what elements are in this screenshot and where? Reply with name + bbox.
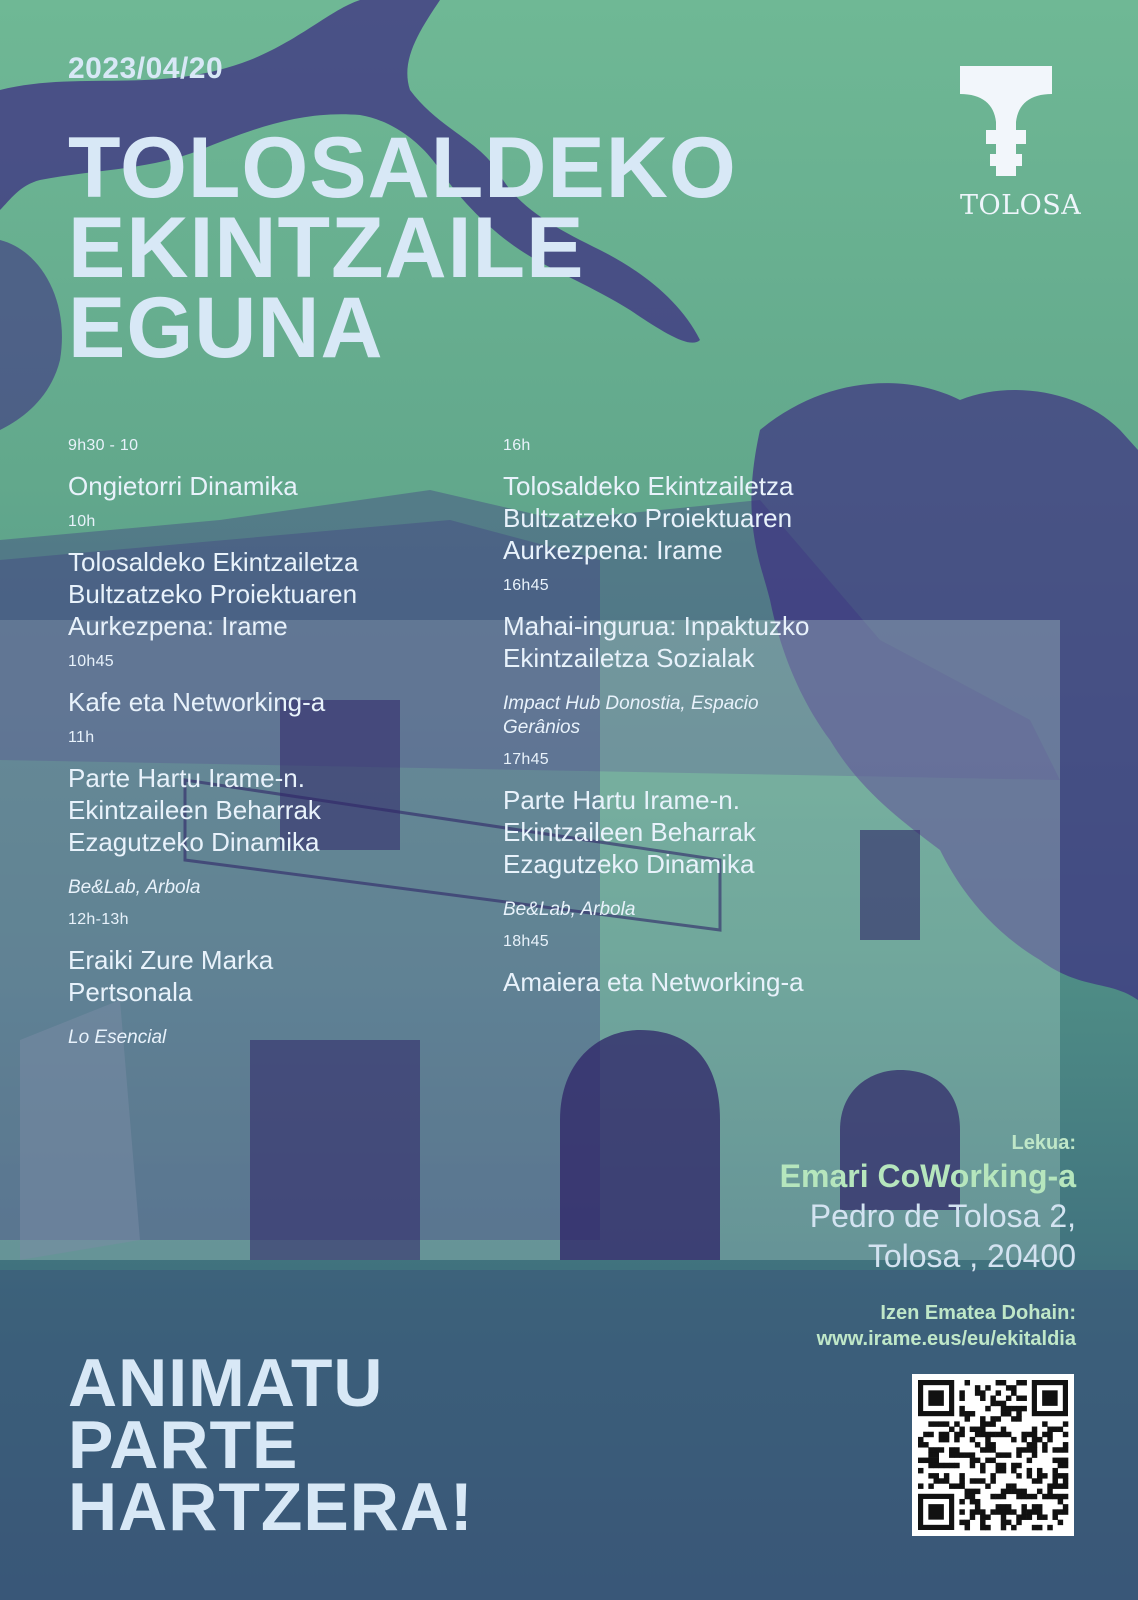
event-name: Amaiera eta Networking-a bbox=[503, 967, 804, 997]
time-label: 16h45 bbox=[503, 577, 549, 594]
event-venue: Lo Esencial bbox=[68, 1027, 167, 1048]
event-name: Kafe eta Networking-a bbox=[68, 687, 326, 717]
event-name-line: Pertsonala bbox=[68, 977, 193, 1007]
schedule-item bbox=[68, 910, 488, 1050]
time-label: 10h45 bbox=[68, 653, 114, 670]
event-name-line: Ekintzaileen Beharrak bbox=[503, 817, 756, 847]
logo-wordmark: TOLOSA bbox=[960, 190, 1082, 221]
schedule-afternoon bbox=[503, 436, 923, 1008]
event-name-line: Ekintzaileen Beharrak bbox=[68, 795, 321, 825]
schedule-item bbox=[503, 750, 923, 922]
event-name-line: Ekintzailetza Sozialak bbox=[503, 643, 755, 673]
schedule-item bbox=[503, 436, 923, 566]
event-name bbox=[503, 610, 923, 674]
event-venue: Be&Lab, Arbola bbox=[68, 877, 201, 898]
schedule-item bbox=[68, 728, 488, 900]
event-venue-line: Gerânios bbox=[503, 717, 581, 738]
event-name bbox=[68, 762, 488, 858]
event-title bbox=[68, 120, 737, 376]
event-name-line: Mahai-ingurua: Inpaktuzko bbox=[503, 611, 810, 641]
event-name-line: Parte Hartu Irame-n. bbox=[503, 785, 740, 815]
schedule-item bbox=[503, 932, 923, 998]
event-name-line: Eraiki Zure Marka bbox=[68, 945, 274, 975]
location-label: Lekua: bbox=[1011, 1132, 1076, 1154]
event-name-line: Bultzatzeko Proiektuaren bbox=[503, 503, 793, 533]
time-label: 10h bbox=[68, 513, 96, 530]
title-line: TOLOSALDEKO bbox=[68, 120, 737, 216]
location-address-line: Pedro de Tolosa 2, bbox=[809, 1198, 1076, 1234]
title-line: EGUNA bbox=[68, 280, 384, 376]
slogan-line: HARTZERA! bbox=[68, 1469, 474, 1545]
event-name-line: Aurkezpena: Irame bbox=[503, 535, 723, 565]
qr-code-icon bbox=[912, 1374, 1074, 1536]
time-label: 12h-13h bbox=[68, 911, 129, 928]
time-label: 16h bbox=[503, 437, 531, 454]
house-arch-left-shape bbox=[560, 1030, 720, 1260]
title-line: EKINTZAILE bbox=[68, 200, 585, 296]
event-name-line: Bultzatzeko Proiektuaren bbox=[68, 579, 358, 609]
slogan-line: PARTE bbox=[68, 1407, 299, 1483]
event-venue bbox=[503, 692, 923, 740]
event-venue-line: Impact Hub Donostia, Espacio bbox=[503, 693, 759, 714]
event-venue: Be&Lab, Arbola bbox=[503, 899, 636, 920]
slogan-line: ANIMATU bbox=[68, 1345, 384, 1421]
registration-label: Izen Ematea Dohain: bbox=[880, 1302, 1076, 1324]
event-date: 2023/04/20 bbox=[68, 52, 224, 85]
registration-url: www.irame.eus/eu/ekitaldia bbox=[816, 1328, 1076, 1350]
schedule-item bbox=[68, 652, 488, 718]
event-name bbox=[68, 546, 488, 642]
time-label: 11h bbox=[68, 729, 95, 746]
schedule-item bbox=[68, 512, 488, 642]
registration-qr-code bbox=[912, 1374, 1074, 1536]
schedule-item bbox=[503, 576, 923, 740]
location-address-line: Tolosa , 20400 bbox=[867, 1238, 1076, 1274]
slogan bbox=[68, 1345, 474, 1545]
time-label: 9h30 - 10 bbox=[68, 437, 139, 454]
schedule-morning bbox=[68, 436, 488, 1060]
event-name-line: Parte Hartu Irame-n. bbox=[68, 763, 305, 793]
tree-branch-shape-2 bbox=[0, 240, 62, 430]
event-name bbox=[503, 470, 923, 566]
event-name bbox=[503, 784, 923, 880]
event-name-line: Tolosaldeko Ekintzailetza bbox=[503, 471, 794, 501]
house-door-shape bbox=[250, 1040, 420, 1260]
registration-info bbox=[817, 1300, 1076, 1352]
event-name bbox=[68, 944, 488, 1008]
time-label: 17h45 bbox=[503, 751, 549, 768]
event-name-line: Ezagutzeko Dinamika bbox=[68, 827, 320, 857]
event-location bbox=[780, 1130, 1076, 1276]
event-name-line: Ezagutzeko Dinamika bbox=[503, 849, 755, 879]
event-name-line: Tolosaldeko Ekintzailetza bbox=[68, 547, 359, 577]
event-name: Ongietorri Dinamika bbox=[68, 471, 298, 501]
location-name: Emari CoWorking-a bbox=[779, 1158, 1076, 1194]
time-label: 18h45 bbox=[503, 933, 549, 950]
schedule-item bbox=[68, 436, 488, 502]
event-name-line: Aurkezpena: Irame bbox=[68, 611, 288, 641]
